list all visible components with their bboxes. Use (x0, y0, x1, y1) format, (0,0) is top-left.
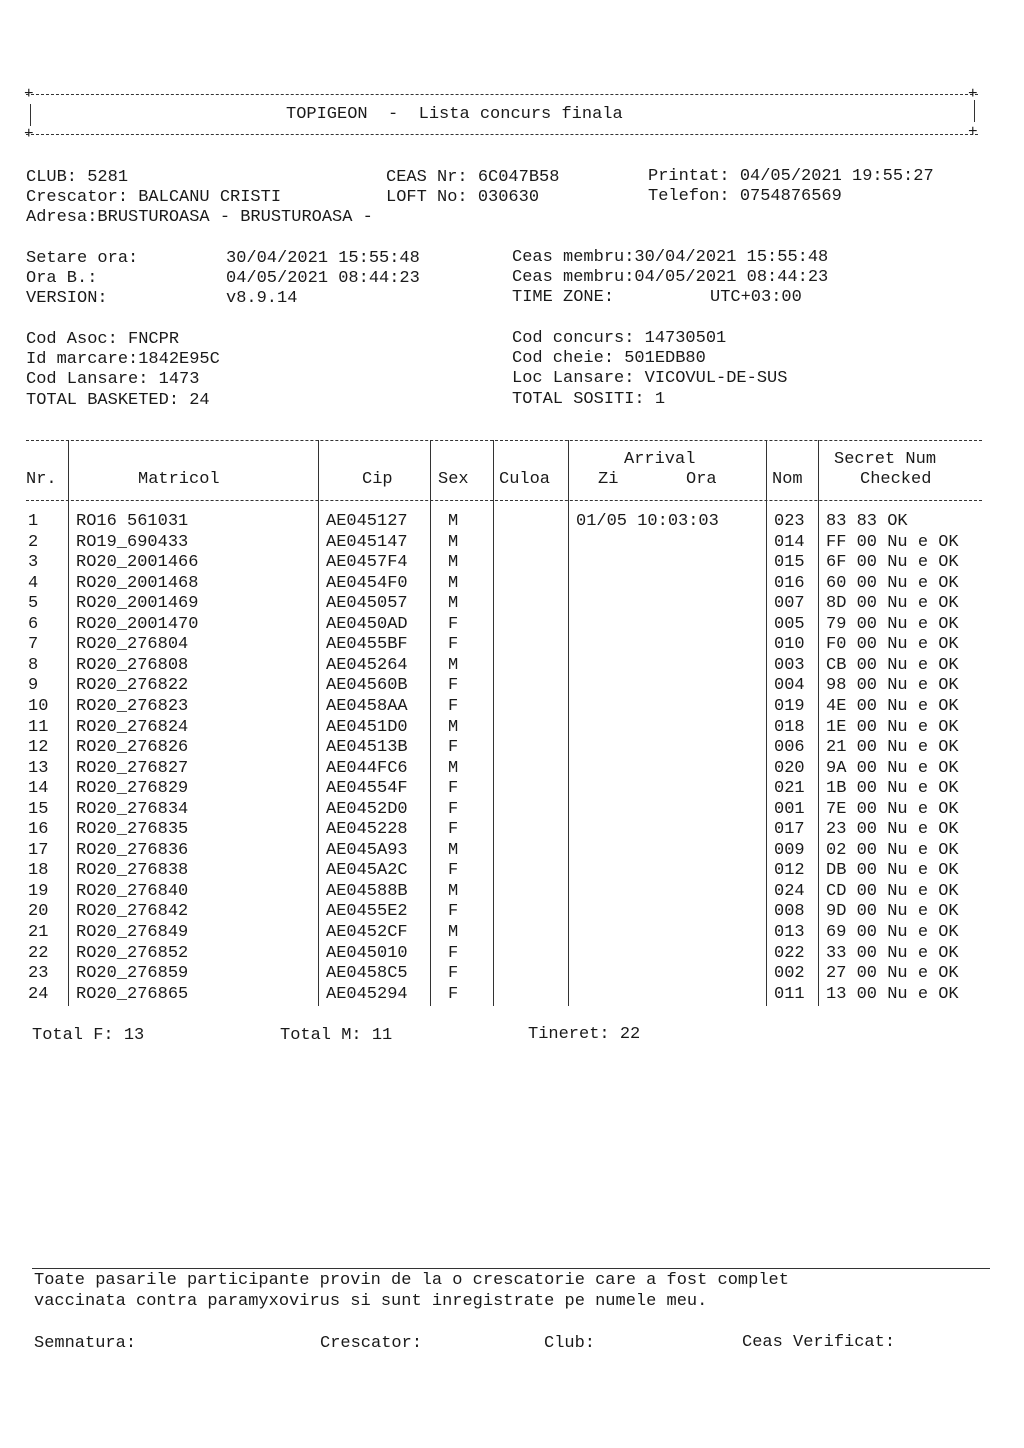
row-sex: F (448, 779, 459, 799)
row-sex: M (448, 717, 459, 737)
row-matricol: RO20_276829 (76, 779, 189, 799)
column-divider (68, 440, 70, 1006)
row-matricol: RO20_276834 (76, 799, 189, 819)
row-nom: 023 (774, 512, 805, 531)
row-matricol: RO20_276827 (76, 758, 189, 778)
row-chip: AE0452CF (326, 923, 408, 942)
row-number: 24 (28, 984, 49, 1004)
release-code: Cod Lansare: 1473 (26, 370, 200, 389)
row-matricol: RO20_2001469 (76, 594, 199, 614)
row-secret-checked: 6F 00 Nu e OK (826, 553, 959, 573)
row-chip: AE0455BF (326, 635, 408, 655)
row-sex: F (448, 635, 459, 655)
row-nom: 020 (774, 758, 805, 778)
col-header-cip: Cip (362, 470, 393, 489)
row-sex: F (448, 696, 459, 716)
row-matricol: RO20_276822 (76, 676, 189, 696)
basket-time-label: Ora B.: (26, 269, 98, 288)
declaration-line-1: Toate pasarile participante provin de la o crescatorie care a fost complet (34, 1271, 789, 1290)
col-header-secret-num: Secret Num (834, 450, 937, 469)
total-male: Total M: 11 (280, 1026, 393, 1045)
declaration-rule (32, 1268, 990, 1269)
row-sex: F (448, 984, 459, 1004)
column-divider (818, 440, 820, 1006)
row-number: 8 (28, 655, 39, 675)
row-number: 10 (28, 696, 49, 716)
basket-time-value: 04/05/2021 08:44:23 (226, 269, 420, 288)
row-secret-checked: CB 00 Nu e OK (826, 655, 959, 675)
row-nom: 012 (774, 861, 805, 881)
row-nom: 016 (774, 573, 805, 593)
column-divider (430, 440, 432, 1006)
row-nom: 019 (774, 696, 805, 716)
row-secret-checked: 9D 00 Nu e OK (826, 902, 959, 922)
row-sex: F (448, 799, 459, 819)
row-chip: AE0452D0 (326, 799, 408, 819)
signature-label: Semnatura: (34, 1334, 137, 1353)
row-chip: AE044FC6 (326, 758, 408, 778)
breeder-signature-label: Crescator: (320, 1334, 423, 1353)
row-number: 18 (28, 861, 49, 881)
version-label: VERSION: (26, 289, 108, 308)
row-number: 20 (28, 902, 49, 922)
row-chip: AE045228 (326, 820, 408, 840)
corner-plus: + (24, 125, 34, 143)
row-nom: 018 (774, 717, 805, 737)
col-header-sex: Sex (438, 470, 469, 489)
corner-plus: + (24, 85, 34, 103)
row-sex: M (448, 512, 459, 531)
row-secret-checked: F0 00 Nu e OK (826, 635, 959, 655)
printed-timestamp: Printat: 04/05/2021 19:55:27 (648, 167, 934, 186)
row-chip: AE045147 (326, 532, 408, 552)
ceas-number: CEAS Nr: 6C047B58 (386, 168, 560, 187)
row-sex: M (448, 573, 459, 593)
row-matricol: RO20_276836 (76, 840, 189, 860)
row-chip: AE0458C5 (326, 964, 408, 984)
row-number: 4 (28, 573, 39, 593)
row-sex: M (448, 923, 459, 942)
row-sex: M (448, 594, 459, 614)
row-secret-checked: 60 00 Nu e OK (826, 573, 959, 593)
row-matricol: RO20_276842 (76, 902, 189, 922)
row-chip: AE0455E2 (326, 902, 408, 922)
row-secret-checked: 98 00 Nu e OK (826, 676, 959, 696)
total-young: Tineret: 22 (528, 1025, 641, 1044)
table-top-border (26, 440, 982, 441)
column-divider (568, 440, 570, 1006)
row-secret-checked: 23 00 Nu e OK (826, 820, 959, 840)
col-header-nom: Nom (772, 470, 803, 489)
title-top-border (26, 94, 978, 95)
row-number: 15 (28, 799, 49, 819)
corner-plus: + (968, 85, 978, 103)
row-matricol: RO20_276804 (76, 635, 189, 655)
row-secret-checked: 02 00 Nu e OK (826, 840, 959, 860)
row-chip: AE0457F4 (326, 553, 408, 573)
row-secret-checked: DB 00 Nu e OK (826, 861, 959, 881)
row-sex: M (448, 553, 459, 573)
row-chip: AE045057 (326, 594, 408, 614)
row-matricol: RO20_276849 (76, 923, 189, 942)
association-code: Cod Asoc: FNCPR (26, 330, 180, 349)
club-number: CLUB: 5281 (26, 168, 129, 187)
row-number: 16 (28, 820, 49, 840)
row-nom: 008 (774, 902, 805, 922)
row-number: 14 (28, 779, 49, 799)
report-title: TOPIGEON - Lista concurs finala (286, 105, 623, 124)
row-matricol: RO20_2001466 (76, 553, 199, 573)
row-number: 22 (28, 943, 49, 963)
column-divider (766, 440, 768, 1006)
title-left-border (30, 104, 31, 126)
club-signature-label: Club: (544, 1334, 596, 1353)
version-value: v8.9.14 (226, 289, 298, 308)
row-number: 7 (28, 635, 39, 655)
row-nom: 017 (774, 820, 805, 840)
row-number: 1 (28, 512, 39, 531)
row-secret-checked: 69 00 Nu e OK (826, 923, 959, 942)
row-matricol: RO20_2001468 (76, 573, 199, 593)
row-nom: 002 (774, 964, 805, 984)
row-nom: 021 (774, 779, 805, 799)
row-number: 23 (28, 964, 49, 984)
row-matricol: RO20_276808 (76, 655, 189, 675)
row-chip: AE045264 (326, 655, 408, 675)
column-divider (318, 440, 320, 1006)
row-chip: AE045294 (326, 984, 408, 1004)
row-chip: AE0454F0 (326, 573, 408, 593)
row-secret-checked: 1B 00 Nu e OK (826, 779, 959, 799)
row-matricol: RO19_690433 (76, 532, 189, 552)
loft-number: LOFT No: 030630 (386, 188, 540, 207)
title-bottom-border (26, 134, 978, 135)
col-header-ora: Ora (686, 470, 717, 489)
row-number: 13 (28, 758, 49, 778)
row-secret-checked: 83 83 OK (826, 512, 908, 531)
row-secret-checked: 27 00 Nu e OK (826, 964, 959, 984)
row-nom: 015 (774, 553, 805, 573)
row-sex: M (448, 532, 459, 552)
row-sex: M (448, 655, 459, 675)
row-number: 5 (28, 594, 39, 614)
row-nom: 010 (774, 635, 805, 655)
row-secret-checked: CD 00 Nu e OK (826, 881, 959, 901)
row-nom: 014 (774, 532, 805, 552)
row-sex: F (448, 676, 459, 696)
row-matricol: RO20_276824 (76, 717, 189, 737)
time-zone-label: TIME ZONE: (512, 288, 615, 307)
row-nom: 011 (774, 984, 805, 1004)
declaration-line-2: vaccinata contra paramyxovirus si sunt inregistrate pe numele meu. (34, 1292, 708, 1311)
row-secret-checked: 79 00 Nu e OK (826, 614, 959, 634)
total-female: Total F: 13 (32, 1026, 145, 1045)
total-basketed: TOTAL BASKETED: 24 (26, 391, 210, 410)
row-secret-checked: 8D 00 Nu e OK (826, 594, 959, 614)
row-chip: AE04588B (326, 881, 408, 901)
row-matricol: RO20_2001470 (76, 614, 199, 634)
row-sex: F (448, 614, 459, 634)
set-time-label: Setare ora: (26, 249, 139, 268)
release-location: Loc Lansare: VICOVUL-DE-SUS (512, 369, 788, 388)
row-number: 17 (28, 840, 49, 860)
total-arrived: TOTAL SOSITI: 1 (512, 390, 666, 409)
row-number: 3 (28, 553, 39, 573)
row-nom: 024 (774, 881, 805, 901)
row-chip: AE0451D0 (326, 717, 408, 737)
row-number: 2 (28, 532, 39, 552)
row-number: 6 (28, 614, 39, 634)
row-nom: 005 (774, 614, 805, 634)
col-header-checked: Checked (860, 470, 932, 489)
row-secret-checked: 33 00 Nu e OK (826, 943, 959, 963)
row-sex: F (448, 738, 459, 758)
row-matricol: RO20_276852 (76, 943, 189, 963)
row-matricol: RO20_276838 (76, 861, 189, 881)
row-chip: AE045A2C (326, 861, 408, 881)
row-matricol: RO20_276835 (76, 820, 189, 840)
row-matricol: RO20_276823 (76, 696, 189, 716)
row-sex: M (448, 840, 459, 860)
row-matricol: RO20_276865 (76, 984, 189, 1004)
member-clock-2: Ceas membru:04/05/2021 08:44:23 (512, 268, 829, 287)
race-code: Cod concurs: 14730501 (512, 329, 727, 348)
row-sex: M (448, 758, 459, 778)
col-header-zi: Zi (598, 470, 619, 489)
row-secret-checked: 4E 00 Nu e OK (826, 696, 959, 716)
row-secret-checked: 9A 00 Nu e OK (826, 758, 959, 778)
row-secret-checked: FF 00 Nu e OK (826, 532, 959, 552)
column-divider (493, 440, 495, 1006)
title-right-border (974, 100, 975, 122)
row-nom: 004 (774, 676, 805, 696)
time-zone-value: UTC+03:00 (710, 288, 802, 307)
row-nom: 003 (774, 655, 805, 675)
row-chip: AE045127 (326, 512, 408, 531)
row-secret-checked: 1E 00 Nu e OK (826, 717, 959, 737)
row-nom: 001 (774, 799, 805, 819)
row-chip: AE0458AA (326, 696, 408, 716)
col-header-culoa: Culoa (499, 470, 551, 489)
row-sex: F (448, 902, 459, 922)
row-chip: AE04560B (326, 676, 408, 696)
row-nom: 009 (774, 840, 805, 860)
row-number: 9 (28, 676, 39, 696)
row-number: 19 (28, 881, 49, 901)
col-header-nr: Nr. (26, 470, 57, 489)
row-arrival: 01/05 10:03:03 (576, 512, 719, 531)
row-nom: 006 (774, 738, 805, 758)
clock-verified-label: Ceas Verificat: (742, 1333, 896, 1352)
row-chip: AE04513B (326, 738, 408, 758)
phone-number: Telefon: 0754876569 (648, 187, 842, 206)
row-matricol: RO20_276859 (76, 964, 189, 984)
set-time-value: 30/04/2021 15:55:48 (226, 249, 420, 268)
member-clock-1: Ceas membru:30/04/2021 15:55:48 (512, 248, 829, 267)
table-header-border (26, 500, 982, 501)
row-chip: AE0450AD (326, 614, 408, 634)
row-secret-checked: 21 00 Nu e OK (826, 738, 959, 758)
row-nom: 022 (774, 943, 805, 963)
row-matricol: RO20_276840 (76, 881, 189, 901)
row-sex: F (448, 861, 459, 881)
row-matricol: RO20_276826 (76, 738, 189, 758)
row-matricol: RO16 561031 (76, 512, 189, 531)
marking-id: Id marcare:1842E95C (26, 350, 220, 369)
row-number: 11 (28, 717, 49, 737)
row-nom: 013 (774, 923, 805, 942)
row-sex: F (448, 943, 459, 963)
row-sex: M (448, 881, 459, 901)
row-chip: AE045010 (326, 943, 408, 963)
col-header-arrival: Arrival (624, 450, 696, 469)
address: Adresa:BRUSTUROASA - BRUSTUROASA - (26, 208, 373, 227)
row-secret-checked: 7E 00 Nu e OK (826, 799, 959, 819)
row-nom: 007 (774, 594, 805, 614)
row-sex: F (448, 820, 459, 840)
row-chip: AE045A93 (326, 840, 408, 860)
corner-plus: + (968, 123, 978, 141)
row-sex: F (448, 964, 459, 984)
breeder-name: Crescator: BALCANU CRISTI (26, 188, 282, 207)
row-chip: AE04554F (326, 779, 408, 799)
row-number: 21 (28, 923, 49, 942)
row-number: 12 (28, 738, 49, 758)
key-code: Cod cheie: 501EDB80 (512, 349, 706, 368)
row-secret-checked: 13 00 Nu e OK (826, 984, 959, 1004)
col-header-matricol: Matricol (138, 470, 220, 489)
